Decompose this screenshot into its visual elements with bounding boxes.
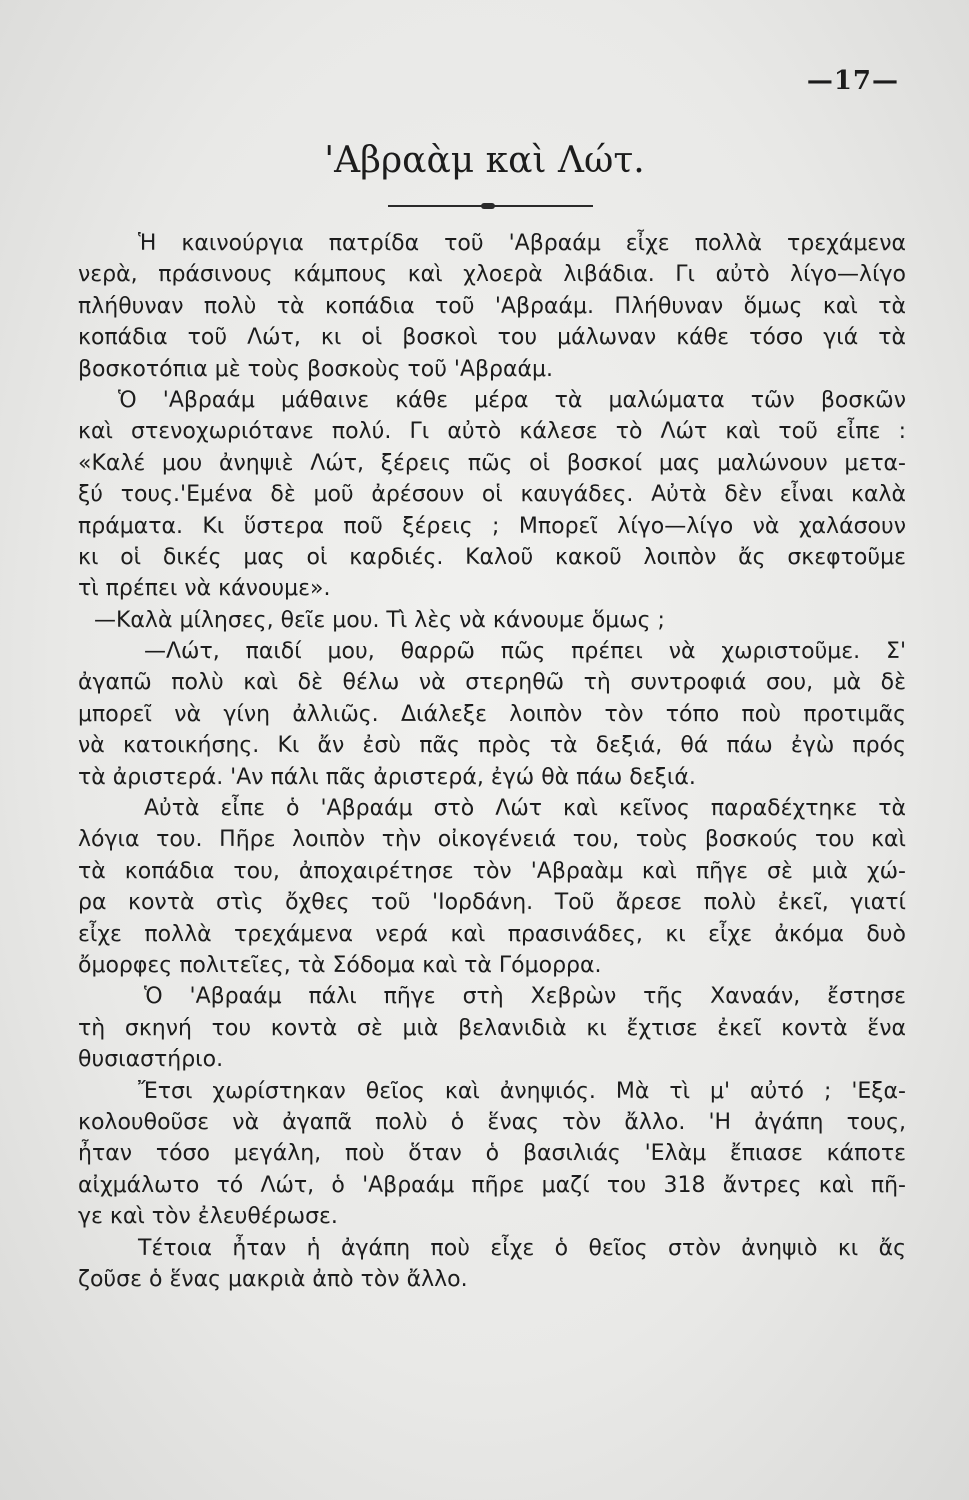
- text-line: —Καλὰ μίλησες, θεῖε μου. Τὶ λὲς νὰ κάνουμε ὅμως ;: [94, 607, 665, 633]
- title-divider: [388, 205, 593, 207]
- text-line: εἶχε πολλὰ τρεχάμενα νερά καὶ πρασινάδες, κι εἶχε ἀκόμα δυὸ: [78, 921, 906, 947]
- text-line: τὴ σκηνή του κοντὰ σὲ μιὰ βελανιδιὰ κι ἔχτισε ἐκεῖ κοντὰ ἕνα: [78, 1015, 906, 1041]
- text-line: ἀγαπῶ πολὺ καὶ δὲ θέλω νὰ στερηθῶ τὴ συντροφιά σου, μὰ δὲ: [78, 670, 906, 696]
- text-line: Ἡ καινούργια πατρίδα τοῦ 'Αβραάμ εἶχε πολλὰ τρεχάμενα: [138, 231, 906, 256]
- text-line: αἰχμάλωτο τό Λώτ, ὁ 'Αβραάμ πῆρε μαζί του 318 ἄντρες καὶ πῆ-: [78, 1172, 906, 1198]
- page-number: —17—: [806, 66, 899, 96]
- text-line: μπορεῖ νὰ γίνη ἀλλιῶς. Διάλεξε λοιπὸν τὸν τόπο ποὺ προτιμᾶς: [78, 701, 906, 727]
- text-line: ρα κοντὰ στὶς ὄχθες τοῦ 'Ιορδάνη. Τοῦ ἄρεσε πολὺ ἐκεῖ, γιατί: [78, 890, 906, 916]
- text-line: λόγια του. Πῆρε λοιπὸν τὴν οἰκογένειά του, τοὺς βοσκούς του καὶ: [78, 827, 906, 853]
- text-line: θυσιαστήριο.: [78, 1047, 224, 1073]
- text-line: πράματα. Κι ὕστερα ποῦ ξέρεις ; Μπορεῖ λίγο—λίγο νὰ χαλάσουν: [78, 513, 906, 539]
- text-line: Αὐτὰ εἶπε ὁ 'Αβραάμ στὸ Λώτ καὶ κεῖνος παραδέχτηκε τὰ: [144, 796, 906, 822]
- text-line: Ἔτσι χωρίστηκαν θεῖος καὶ ἀνηψιός. Μὰ τὶ μ' αὐτό ; 'Εξα-: [138, 1078, 906, 1104]
- text-line: «Καλέ μου ἀνηψιὲ Λώτ, ξέρεις πῶς οἱ βοσκοί μας μαλώνουν μετα-: [78, 450, 906, 476]
- text-line: ὄμορφες πολιτεῖες, τὰ Σόδομα καὶ τὰ Γόμορρα.: [78, 952, 602, 978]
- text-line: κολουθοῦσε νὰ ἀγαπᾶ πολὺ ὁ ἕνας τὸν ἄλλο. 'Η ἀγάπη τους,: [78, 1109, 906, 1135]
- text-line: Τέτοια ἦταν ἡ ἀγάπη ποὺ εἶχε ὁ θεῖος στὸν ἀνηψιὸ κι ἄς: [138, 1235, 906, 1261]
- text-line: νερὰ, πράσινους κάμπους καὶ χλοερὰ λιβάδια. Γι αὐτὸ λίγο—λίγο: [78, 262, 906, 288]
- chapter-title: 'Αβραὰμ καὶ Λώτ.: [324, 140, 645, 181]
- text-line: Ὁ 'Αβραάμ πάλι πῆγε στὴ Χεβρὼν τῆς Χαναάν, ἔστησε: [144, 984, 906, 1010]
- text-line: ζοῦσε ὁ ἕνας μακριὰ ἀπὸ τὸν ἄλλο.: [78, 1266, 468, 1292]
- text-line: βοσκοτόπια μὲ τοὺς βοσκοὺς τοῦ 'Αβραάμ.: [78, 356, 554, 382]
- text-line: κι οἱ δικές μας οἱ καρδιές. Καλοῦ κακοῦ λοιπὸν ἄς σκεφτοῦμε: [78, 544, 906, 570]
- text-line: —Λώτ, παιδί μου, θαρρῶ πῶς πρέπει νὰ χωριστοῦμε. Σ': [144, 639, 906, 665]
- text-line: τὶ πρέπει νὰ κάνουμε».: [78, 576, 331, 602]
- text-line: τὰ ἀριστερά. 'Αν πάλι πᾶς ἀριστερά, ἐγώ θὰ πάω δεξιά.: [78, 764, 696, 790]
- text-line: Ὁ 'Αβραάμ μάθαινε κάθε μέρα τὰ μαλώματα τῶν βοσκῶν: [118, 387, 906, 413]
- text-line: κοπάδια τοῦ Λώτ, κι οἱ βοσκοὶ του μάλωναν κάθε τόσο γιά τὰ: [78, 325, 906, 351]
- text-line: τὰ κοπάδια του, ἀποχαιρέτησε τὸν 'Αβραὰμ καὶ πῆγε σὲ μιὰ χώ-: [78, 858, 906, 884]
- text-line: ἦταν τόσο μεγάλη, ποὺ ὅταν ὁ βασιλιάς 'Ελὰμ ἔπιασε κάποτε: [78, 1141, 906, 1167]
- text-line: πλήθυναν πολὺ τὰ κοπάδια τοῦ 'Αβραάμ. Πλήθυναν ὅμως καὶ τὰ: [78, 293, 906, 319]
- body-text: [78, 228, 906, 1295]
- text-line: καὶ στενοχωριότανε πολύ. Γι αὐτὸ κάλεσε τὸ Λώτ καὶ τοῦ εἶπε :: [78, 419, 906, 445]
- text-line: νὰ κατοικήσης. Κι ἄν ἐσὺ πᾶς πρὸς τὰ δεξιά, θά πάω ἐγὼ πρός: [78, 733, 906, 759]
- text-line: γε καὶ τὸν ἐλευθέρωσε.: [78, 1204, 338, 1230]
- text-line: ξύ τους.'Εμένα δὲ μοῦ ἀρέσουν οἱ καυγάδες. Αὐτὰ δὲν εἶναι καλὰ: [78, 482, 906, 508]
